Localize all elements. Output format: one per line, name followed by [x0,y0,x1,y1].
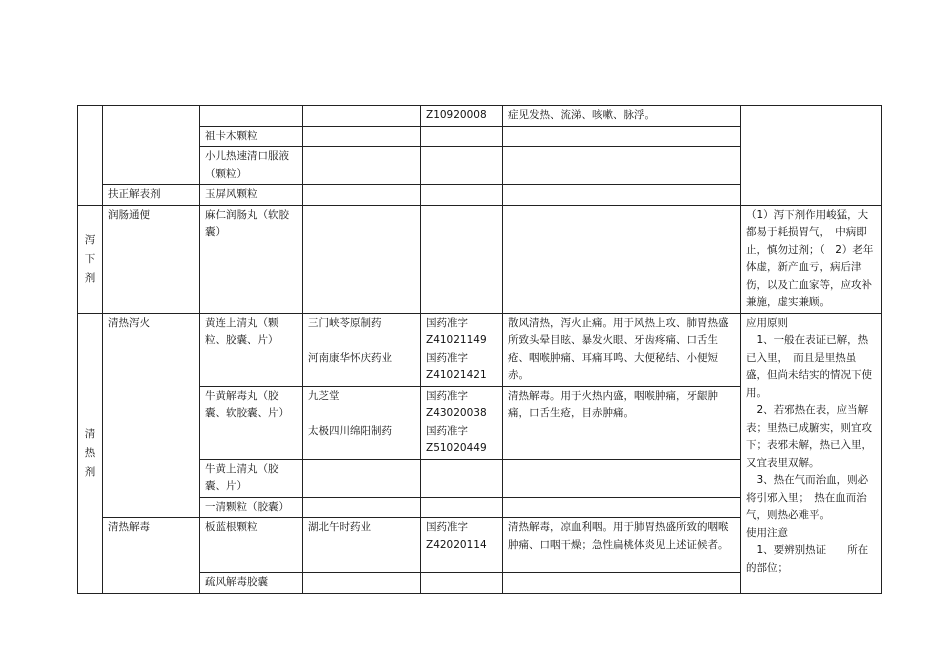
approval-code-cell [421,126,503,147]
note-cell-blank [741,106,882,206]
drug-name-cell: 小儿热速清口服液（颗粒） [200,147,303,185]
drug-table [77,105,882,594]
approval-code-cell [421,497,503,518]
indication-cell [503,497,741,518]
category-cell [78,313,103,593]
drug-name-cell: 祖卡木颗粒 [200,126,303,147]
note-blank [826,542,847,560]
maker-cell [303,185,421,206]
category-label: 泻下剂 [84,233,96,284]
approval-code-cell: Z10920008 [421,106,503,127]
drug-name-cell: 玉屏风颗粒 [200,185,303,206]
indication-cell [503,126,741,147]
indication-cell [503,205,741,313]
category-cell-blank [78,106,103,206]
approval-code-cell: 国药准字 Z42020114 [421,518,503,573]
category-label: 清热剂 [84,427,96,478]
indication-cell: 清热解毒，凉血利咽。用于肺胃热盛所致的咽喉肿痛、口咽干燥；急性扁桃体炎见上述证候者。 [503,518,741,573]
approval-code-cell: 国药准字 Z41021149 国药准字 Z41021421 [421,313,503,386]
note-paragraph: 1、一般在表证已解，热已入里， 而且是里热虽盛，但尚未结实的情况下使用。 [746,334,872,399]
approval-code-cell [421,573,503,594]
indication-cell [503,147,741,185]
subcategory-cell: 清热解毒 [103,518,200,594]
indication-cell [503,459,741,497]
table-row [78,106,882,127]
table-row [78,205,882,313]
maker-cell: 九芝堂 太极四川绵阳制药 [303,386,421,459]
drug-name-cell [200,106,303,127]
note-cell [741,313,882,593]
drug-name-cell: 麻仁润肠丸（软胶囊） [200,205,303,313]
drug-name-cell: 板蓝根颗粒 [200,518,303,573]
maker-cell [303,106,421,127]
indication-cell: 症见发热、流涕、咳嗽、脉浮。 [503,106,741,127]
maker-cell [303,147,421,185]
category-cell [78,205,103,313]
note-text: 1、要辨别热证 [756,544,827,556]
approval-code-cell [421,205,503,313]
note-heading: 使用注意 [746,526,788,539]
drug-name-cell: 一清颗粒（胶囊） [200,497,303,518]
approval-code-cell [421,459,503,497]
subcategory-cell-blank [103,106,200,185]
drug-name-cell: 牛黄上清丸（胶囊、片） [200,459,303,497]
table-row [78,313,882,386]
approval-code-cell: 国药准字 Z43020038 国药准字 Z51020449 [421,386,503,459]
indication-cell: 清热解毒。用于火热内盛，咽喉肿痛，牙龈肿痛，口舌生疮，目赤肿痛。 [503,386,741,459]
indication-cell: 散风清热，泻火止痛。用于风热上攻、肺胃热盛所致头晕目眩、暴发火眼、牙齿疼痛、口舌生疮、咽喉肿痛、耳痛耳鸣、大便秘结、小便短赤。 [503,313,741,386]
approval-code-cell [421,185,503,206]
drug-name-cell: 黄连上清丸（颗粒、胶囊、片） [200,313,303,386]
note-cell: （1）泻下剂作用峻猛，大都易于耗损胃气， 中病即止，慎勿过剂；（ 2）老年体虚，新产血亏，病后津伤，以及亡血家等，应攻补兼施，虚实兼顾。 [741,205,882,313]
subcategory-cell: 润肠通便 [103,205,200,313]
maker-cell [303,497,421,518]
note-heading: 应用原则 [746,316,788,329]
maker-cell: 三门峡苓原制药 河南康华怀庆药业 [303,313,421,386]
note-text: 所在的部位； [746,544,869,574]
maker-cell [303,459,421,497]
drug-name-cell: 疏风解毒胶囊 [200,573,303,594]
note-paragraph: 3、热在气而治血，则必将引邪入里； 热在血而治气，则热必难平。 [746,474,869,521]
maker-cell [303,205,421,313]
approval-code-cell [421,147,503,185]
subcategory-cell: 清热泻火 [103,313,200,518]
subcategory-cell: 扶正解表剂 [103,185,200,206]
indication-cell [503,185,741,206]
maker-cell: 湖北午时药业 [303,518,421,573]
maker-cell [303,573,421,594]
indication-cell [503,573,741,594]
note-paragraph: 2、若邪热在表，应当解表；里热已成腑实，则宜攻下；表邪未解，热已入里，又宜表里双解。 [746,404,872,469]
maker-cell [303,126,421,147]
drug-name-cell: 牛黄解毒丸（胶囊、软胶囊、片） [200,386,303,459]
note-paragraph [746,542,877,577]
